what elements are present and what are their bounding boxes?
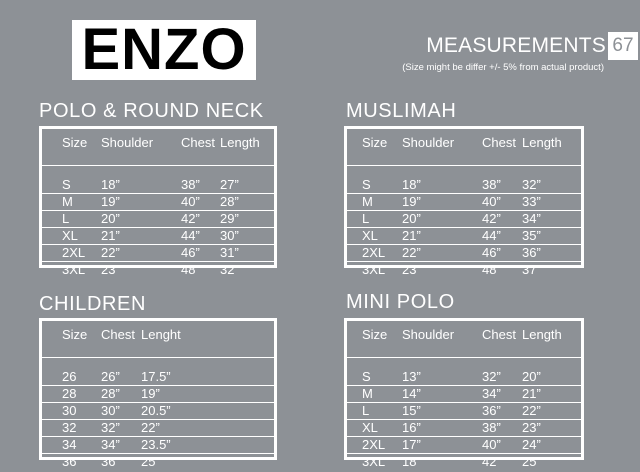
mini-polo-size-table xyxy=(344,318,584,469)
table-row xyxy=(347,454,581,470)
table-cell: S xyxy=(62,177,71,192)
table-cell: 32 xyxy=(62,420,77,435)
column-header: Size xyxy=(62,327,88,342)
table-row xyxy=(347,211,581,228)
table-cell: 20.5” xyxy=(141,403,171,418)
table-cell: S xyxy=(362,177,371,192)
table-cell: 31” xyxy=(220,245,239,260)
table-cell: 26 xyxy=(62,369,77,384)
table-row xyxy=(42,211,274,228)
table-cell: 3XL xyxy=(362,262,386,277)
header-divider xyxy=(42,165,274,166)
children-size-table xyxy=(39,318,277,469)
table-cell: 37” xyxy=(522,262,541,277)
table-cell: 28” xyxy=(220,194,239,209)
table-body xyxy=(347,369,581,470)
column-header: Length xyxy=(522,135,562,150)
table-header xyxy=(347,129,581,165)
table-cell: 35” xyxy=(522,228,541,243)
table-cell: 3XL xyxy=(362,454,386,469)
table-cell: XL xyxy=(362,420,378,435)
table-row xyxy=(42,437,274,454)
table-cell: M xyxy=(362,386,373,401)
table-row xyxy=(42,177,274,194)
table-cell: 18” xyxy=(402,177,421,192)
column-header: Length xyxy=(220,135,260,150)
table-cell: 16” xyxy=(402,420,421,435)
table-cell: 30” xyxy=(101,403,120,418)
table-cell: 36” xyxy=(482,403,501,418)
column-header: Lenght xyxy=(141,327,181,342)
table-cell: 24” xyxy=(522,437,541,452)
table-row xyxy=(347,177,581,194)
table-row xyxy=(347,403,581,420)
table-cell: 14” xyxy=(402,386,421,401)
table-row xyxy=(347,437,581,454)
table-row xyxy=(347,228,581,245)
table-body xyxy=(42,369,274,470)
table-cell: XL xyxy=(362,228,378,243)
table-cell: 21” xyxy=(101,228,120,243)
header-divider xyxy=(347,357,581,358)
table-cell: 21” xyxy=(402,228,421,243)
column-header: Shoulder xyxy=(402,135,455,150)
table-cell: 48” xyxy=(482,262,501,277)
table-cell: 36” xyxy=(101,454,120,469)
table-cell: 3XL xyxy=(62,262,86,277)
table-row xyxy=(42,262,274,278)
children-section-title: CHILDREN xyxy=(39,293,147,315)
table-cell: 42” xyxy=(482,211,501,226)
table-cell: 40” xyxy=(181,194,200,209)
table-cell: 23.5” xyxy=(141,437,171,452)
table-cell: 22” xyxy=(101,245,120,260)
page-number: 67 xyxy=(608,32,638,60)
table-cell: 22” xyxy=(141,420,160,435)
table-cell: 20” xyxy=(522,369,541,384)
table-cell: 23” xyxy=(402,262,421,277)
table-cell: 23” xyxy=(522,420,541,435)
mini-polo-section-title: MINI POLO xyxy=(346,291,455,313)
table-cell: XL xyxy=(62,228,78,243)
polo-section-title: POLO & ROUND NECK xyxy=(39,100,264,122)
column-header: Chest xyxy=(101,327,135,342)
table-cell: 23” xyxy=(101,262,120,277)
table-cell: 19” xyxy=(402,194,421,209)
table-cell: 32” xyxy=(482,369,501,384)
table-row xyxy=(347,386,581,403)
table-cell: L xyxy=(362,211,370,226)
table-cell: 34” xyxy=(522,211,541,226)
table-cell: 30” xyxy=(220,228,239,243)
table-cell: 27” xyxy=(220,177,239,192)
table-cell: 28 xyxy=(62,386,77,401)
muslimah-size-table xyxy=(344,126,584,277)
table-header xyxy=(42,321,274,357)
table-header xyxy=(42,129,274,165)
brand-logo xyxy=(72,17,256,82)
polo-size-table xyxy=(39,126,277,277)
column-header: Chest xyxy=(181,135,215,150)
column-header: Shoulder xyxy=(402,327,455,342)
muslimah-section-title: MUSLIMAH xyxy=(346,100,457,122)
table-cell: 48” xyxy=(181,262,200,277)
table-cell: 2XL xyxy=(62,245,86,260)
column-header: Chest xyxy=(482,135,516,150)
table-row xyxy=(42,369,274,386)
table-row xyxy=(347,369,581,386)
table-cell: 25” xyxy=(522,454,541,469)
table-cell: 28” xyxy=(101,386,120,401)
column-header: Length xyxy=(522,327,562,342)
table-cell: 44” xyxy=(181,228,200,243)
table-row xyxy=(42,454,274,470)
table-cell: 36” xyxy=(522,245,541,260)
table-cell: 46” xyxy=(181,245,200,260)
table-cell: 22” xyxy=(522,403,541,418)
table-cell: 44” xyxy=(482,228,501,243)
table-row xyxy=(42,420,274,437)
table-cell: 19” xyxy=(101,194,120,209)
table-cell: 38” xyxy=(482,420,501,435)
table-cell: 22” xyxy=(402,245,421,260)
table-cell: 36 xyxy=(62,454,77,469)
table-row xyxy=(347,262,581,278)
header-divider xyxy=(347,165,581,166)
brand-logo-text: ENZO xyxy=(81,17,247,82)
table-row xyxy=(347,245,581,262)
table-row xyxy=(42,228,274,245)
table-cell: 40” xyxy=(482,194,501,209)
table-header xyxy=(347,321,581,357)
table-body xyxy=(347,177,581,278)
table-cell: 34” xyxy=(101,437,120,452)
table-cell: 20” xyxy=(101,211,120,226)
table-cell: 32” xyxy=(220,262,239,277)
table-cell: 32” xyxy=(101,420,120,435)
table-cell: 40” xyxy=(482,437,501,452)
table-row xyxy=(347,194,581,211)
table-row xyxy=(42,386,274,403)
size-disclaimer: (Size might be differ +/- 5% from actual product) xyxy=(402,62,604,73)
table-row xyxy=(42,245,274,262)
table-cell: 18” xyxy=(402,454,421,469)
table-cell: S xyxy=(362,369,371,384)
table-row xyxy=(42,403,274,420)
table-cell: L xyxy=(362,403,370,418)
table-cell: 32” xyxy=(522,177,541,192)
table-cell: M xyxy=(362,194,373,209)
table-cell: 25” xyxy=(141,454,160,469)
table-row xyxy=(347,420,581,437)
table-cell: 34 xyxy=(62,437,77,452)
table-cell: 20” xyxy=(402,211,421,226)
table-cell: 21” xyxy=(522,386,541,401)
header-divider xyxy=(42,357,274,358)
column-header: Size xyxy=(362,135,388,150)
table-row xyxy=(42,194,274,211)
table-cell: 18” xyxy=(101,177,120,192)
table-cell: 26” xyxy=(101,369,120,384)
table-body xyxy=(42,177,274,278)
table-cell: 38” xyxy=(181,177,200,192)
table-cell: 19” xyxy=(141,386,160,401)
table-cell: 34” xyxy=(482,386,501,401)
table-cell: 42” xyxy=(482,454,501,469)
table-cell: 42” xyxy=(181,211,200,226)
table-cell: 30 xyxy=(62,403,77,418)
table-cell: 15” xyxy=(402,403,421,418)
column-header: Shoulder xyxy=(101,135,154,150)
table-cell: M xyxy=(62,194,73,209)
table-cell: 2XL xyxy=(362,245,386,260)
table-cell: 17” xyxy=(402,437,421,452)
table-cell: L xyxy=(62,211,70,226)
table-cell: 17.5” xyxy=(141,369,171,384)
table-cell: 29” xyxy=(220,211,239,226)
table-cell: 13” xyxy=(402,369,421,384)
page-title: MEASUREMENTS xyxy=(426,34,606,57)
column-header: Chest xyxy=(482,327,516,342)
table-cell: 2XL xyxy=(362,437,386,452)
column-header: Size xyxy=(362,327,388,342)
table-cell: 38” xyxy=(482,177,501,192)
column-header: Size xyxy=(62,135,88,150)
table-cell: 33” xyxy=(522,194,541,209)
table-cell: 46” xyxy=(482,245,501,260)
